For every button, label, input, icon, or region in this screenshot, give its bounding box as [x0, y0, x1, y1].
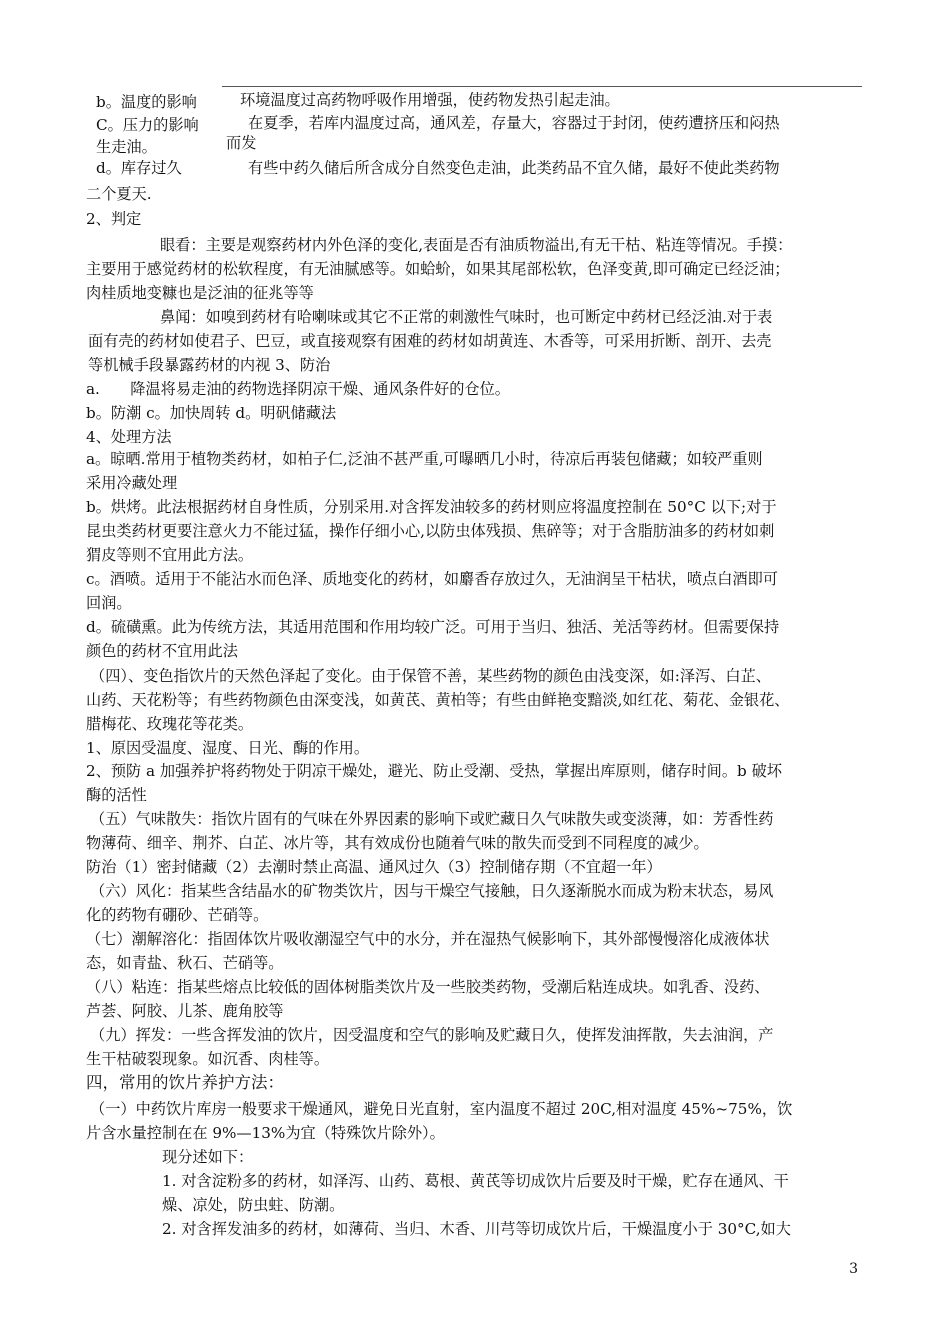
text-line: 燥、凉处，防虫蛀、防潮。 [162, 1196, 345, 1214]
text-line: 采用冷藏处理 [86, 474, 178, 492]
text-line: 面有壳的药材如使君子、巴豆，或直接观察有困难的药材如胡黄连、木香等，可采用折断、剖开、去壳 [88, 332, 772, 350]
section-heading: 4、处理方法 [86, 428, 172, 446]
text-line: （四）、变色指饮片的天然色泽起了变化。由于保管不善，某些药物的颜色由浅变深，如:泽泻、白芷、 [90, 667, 771, 685]
table-cell-left: 生走油。 [96, 138, 157, 156]
text-line: b。防潮 c。加快周转 d。明矾储藏法 [86, 404, 337, 422]
table-cell-right: 而发 [226, 134, 257, 152]
text-line: b。烘烤。此法根据药材自身性质，分别采用.对含挥发油较多的药材则应将温度控制在 50°C 以下;对于 [86, 498, 777, 516]
text-line: 化的药物有硼砂、芒硝等。 [86, 906, 269, 924]
text-line: 眼看：主要是观察药材内外色泽的变化,表面是否有油质物溢出,有无干枯、粘连等情况。手摸： [160, 236, 793, 254]
text-line: 猬皮等则不宜用此方法。 [86, 546, 254, 564]
text-line: 肉桂质地变糠也是泛油的征兆等等 [86, 284, 314, 302]
text-line: 态，如青盐、秋石、芒硝等。 [86, 954, 284, 972]
table-cell-right: 在夏季，若库内温度过高，通风差，存量大，容器过于封闭，使药遭挤压和闷热 [248, 114, 780, 132]
text-line: 芦荟、阿胶、儿茶、鹿角胶等 [86, 1002, 284, 1020]
text-line: （九）挥发：一些含挥发油的饮片，因受温度和空气的影响及贮藏日久，使挥发油挥散，失去油润，产 [90, 1026, 774, 1044]
text-line: 腊梅花、玫瑰花等花类。 [86, 715, 254, 733]
table-cell-right: 有些中药久储后所含成分自然变色走油，此类药品不宜久储，最好不使此类药物 [248, 159, 780, 177]
text-line: 2. 对含挥发油多的药材，如薄荷、当归、木香、川芎等切成饮片后，干燥温度小于 30°C,如大 [162, 1220, 791, 1238]
text-line: 物薄荷、细辛、荆芥、白芷、冰片等，其有效成份也随着气味的散失而受到不同程度的减少。 [86, 834, 709, 852]
text-line: 防治（1）密封储藏（2）去潮时禁止高温、通风过久（3）控制储存期（不宜超一年） [86, 858, 662, 876]
table-cell-left: d。库存过久 [96, 159, 182, 177]
table-cell-left: b。温度的影响 [96, 93, 197, 111]
page-number: 3 [849, 1261, 858, 1277]
text-line: 现分述如下： [162, 1148, 254, 1166]
text-line: 颜色的药材不宜用此法 [86, 642, 238, 660]
text-line: 鼻闻：如嗅到药材有哈喇味或其它不正常的刺激性气味时，也可断定中药材已经泛油.对于表 [160, 308, 773, 326]
text-line: 2、预防 a 加强养护将药物处于阴凉干燥处，避光、防止受潮、受热，掌握出库原则，储存时间。b 破坏 [86, 762, 782, 780]
text-line: 回润。 [86, 594, 132, 612]
text-line: a. 降温将易走油的药物选择阴凉干燥、通风条件好的仓位。 [86, 380, 510, 398]
table-cell-left: C。压力的影响 [96, 116, 199, 134]
text-line: 1、原因受温度、湿度、日光、酶的作用。 [86, 739, 370, 757]
text-line: 山药、天花粉等；有些药物颜色由深变浅，如黄芪、黄柏等；有些由鲜艳变黯淡,如红花、菊花、金银花、 [86, 691, 790, 709]
text-line: 片含水量控制在在 9%—13%为宜（特殊饮片除外）。 [86, 1124, 445, 1142]
text-line: 昆虫类药材更要注意火力不能过猛，操作仔细小心,以防虫体残损、焦碎等；对于含脂肪油多的药材如刺 [86, 522, 775, 540]
text-line: （五）气味散失：指饮片固有的气味在外界因素的影响下或贮藏日久气味散失或变淡薄，如：芳香性药 [90, 810, 774, 828]
text-line: （六）风化：指某些含结晶水的矿物类饮片，因与干燥空气接触，日久逐渐脱水而成为粉末状态，易风 [90, 882, 774, 900]
text-line: 1. 对含淀粉多的药材，如泽泻、山药、葛根、黄芪等切成饮片后要及时干燥，贮存在通风、干 [162, 1172, 789, 1190]
text-line: （七）潮解溶化：指固体饮片吸收潮湿空气中的水分，并在湿热气候影响下，其外部慢慢溶化成液体状 [86, 930, 770, 948]
text-line: 二个夏天. [86, 185, 152, 203]
section-heading: 四，常用的饮片养护方法： [86, 1073, 284, 1092]
table-cell-right: 环境温度过高药物呼吸作用增强，使药物发热引起走油。 [240, 91, 620, 109]
text-line: （一）中药饮片库房一般要求干燥通风，避免日光直射，室内温度不超过 20C,相对温度 45%~75%，饮 [90, 1100, 793, 1118]
text-line: 生干枯破裂现象。如沉香、肉桂等。 [86, 1050, 329, 1068]
text-line: d。硫磺熏。此为传统方法，其适用范围和作用均较广泛。可用于当归、独活、羌活等药材。但需要保持 [86, 618, 780, 636]
text-line: 等机械手段暴露药材的内视 3、防治 [88, 356, 331, 374]
section-heading: 2、判定 [86, 210, 142, 228]
text-line: 酶的活性 [86, 786, 147, 804]
text-line: 主要用于感觉药材的松软程度，有无油腻感等。如蛤蚧，如果其尾部松软，色泽变黄,即可确定已经泛油； [86, 260, 790, 278]
table-top-rule [222, 86, 862, 87]
text-line: c。酒喷。适用于不能沾水而色泽、质地变化的药材，如麝香存放过久，无油润呈干枯状，喷点白酒即可 [86, 570, 778, 588]
text-line: a。晾晒.常用于植物类药材，如柏子仁,泛油不甚严重,可曝晒几小时，待凉后再装包储藏；如较严重则 [86, 450, 763, 468]
text-line: （八）粘连：指某些熔点比较低的固体树脂类饮片及一些胶类药物，受潮后粘连成块。如乳香、没药、 [86, 978, 770, 996]
